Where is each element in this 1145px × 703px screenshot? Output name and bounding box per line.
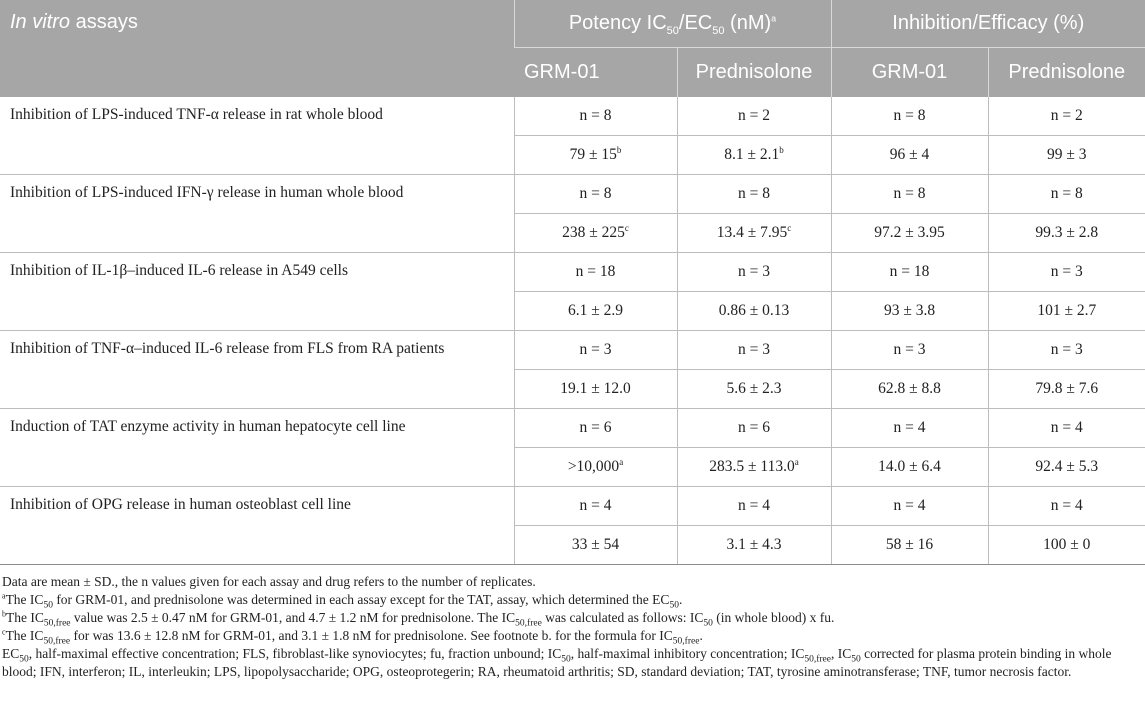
value-cell xyxy=(831,292,988,331)
replicate-count-cell: n = 3 xyxy=(988,331,1145,370)
value-text: >10,000 xyxy=(567,458,620,475)
value-cell xyxy=(677,136,831,175)
replicate-count-cell: n = 3 xyxy=(677,331,831,370)
replicate-count-cell: n = 8 xyxy=(514,175,677,214)
value-text: 79.8 ± 7.6 xyxy=(1035,380,1099,397)
value-text: 62.8 ± 8.8 xyxy=(878,380,941,397)
replicate-count-cell: n = 18 xyxy=(514,253,677,292)
table-row xyxy=(0,175,1145,214)
replicate-count-cell: n = 4 xyxy=(514,487,677,526)
assay-name-cell: Inhibition of LPS-induced TNF-α release in rat whole blood xyxy=(0,97,514,175)
footnote-marker: b xyxy=(616,144,622,155)
value-text: 0.86 ± 0.13 xyxy=(718,302,790,319)
value-text: 99.3 ± 2.8 xyxy=(1035,224,1099,241)
value-cell xyxy=(677,526,831,565)
value-cell xyxy=(988,292,1145,331)
replicate-count-cell: n = 8 xyxy=(514,97,677,136)
footnote-marker: a xyxy=(619,456,624,467)
assay-name-cell: Inhibition of TNF-α–induced IL-6 release from FLS from RA patients xyxy=(0,331,514,409)
value-text: 5.6 ± 2.3 xyxy=(726,380,782,397)
value-text: 92.4 ± 5.3 xyxy=(1035,458,1099,475)
value-cell xyxy=(988,136,1145,175)
value-text: 3.1 ± 4.3 xyxy=(726,536,782,553)
value-text: 93 ± 3.8 xyxy=(883,302,936,319)
replicate-count-cell: n = 6 xyxy=(514,409,677,448)
value-cell xyxy=(831,136,988,175)
footnote-abbreviations: $EC_{50}$, half-maximal effective concentration; FLS, fibroblast-like synoviocytes; fu, fraction unbound; $IC_{50}$, half-maximal inhibitory concentration; $IC_{50,free}$, $IC_{50}$ corrected for plasma protein binding in whole blood; IFN, interferon; IL, interleukin; LPS, lipopolysaccharide; OPG, osteoprotegerin; RA, rheumatoid arthritis; SD, standard deviation; TAT, tyrosine aminotransferase; TNF, tumor necrosis factor. xyxy=(2,646,1112,679)
replicate-count-cell: n = 18 xyxy=(831,253,988,292)
assay-name-cell: Inhibition of LPS-induced IFN-γ release in human whole blood xyxy=(0,175,514,253)
value-cell xyxy=(988,526,1145,565)
assay-column-header: In vitro assays xyxy=(0,0,514,97)
value-cell xyxy=(831,448,988,487)
assay-name-cell: Inhibition of IL-1β–induced IL-6 release in A549 cells xyxy=(0,253,514,331)
footnote-marker: c xyxy=(787,222,792,233)
table-header xyxy=(0,0,1145,97)
subheader-grm01-potency: GRM-01 xyxy=(514,48,677,98)
value-cell xyxy=(831,214,988,253)
value-cell xyxy=(677,214,831,253)
value-cell xyxy=(831,370,988,409)
replicate-count-cell: n = 8 xyxy=(831,97,988,136)
value-cell xyxy=(514,526,677,565)
value-cell xyxy=(831,526,988,565)
potency-group-header: Potency $IC_{50}/EC_{50}$ (nM)$^a$ xyxy=(514,0,831,48)
footnote-marker: c xyxy=(624,222,629,233)
value-text: 58 ± 16 xyxy=(885,536,934,553)
replicate-count-cell: n = 3 xyxy=(677,253,831,292)
replicate-count-cell: n = 4 xyxy=(831,487,988,526)
value-cell xyxy=(677,448,831,487)
replicate-count-cell: n = 4 xyxy=(988,409,1145,448)
value-cell xyxy=(514,136,677,175)
value-text: 6.1 ± 2.9 xyxy=(567,302,623,319)
subheader-grm01-efficacy: GRM-01 xyxy=(831,48,988,98)
table-row xyxy=(0,487,1145,526)
value-cell xyxy=(514,448,677,487)
footnote-marker: b xyxy=(779,144,784,155)
replicate-count-cell: n = 4 xyxy=(988,487,1145,526)
value-cell xyxy=(514,292,677,331)
replicate-count-cell: n = 3 xyxy=(831,331,988,370)
value-text: 96 ± 4 xyxy=(889,146,930,163)
value-cell xyxy=(988,370,1145,409)
footnote-c: $^c$The $IC_{50,free}$ for was 13.6 ± 12.8 nM for GRM-01, and 3.1 ± 1.8 nM for prednisolone. See footnote b. for the formula for $IC_{50,free}$. xyxy=(2,627,703,647)
table-row xyxy=(0,253,1145,292)
value-text: 14.0 ± 6.4 xyxy=(878,458,941,475)
footnote-b: $^b$The $IC_{50,free}$ value was 2.5 ± 0.47 nM for GRM-01, and 4.7 ± 1.2 nM for prednisolone. The $IC_{50,free}$ was calculated as follows: $IC_{50}$ (in whole blood) x fu. xyxy=(2,609,835,629)
value-text: 19.1 ± 12.0 xyxy=(560,380,631,397)
value-cell xyxy=(514,214,677,253)
replicate-count-cell: n = 8 xyxy=(677,175,831,214)
value-cell xyxy=(677,370,831,409)
replicate-count-cell: n = 4 xyxy=(677,487,831,526)
assay-name-cell: Induction of TAT enzyme activity in human hepatocyte cell line xyxy=(0,409,514,487)
value-text: 101 ± 2.7 xyxy=(1037,302,1097,319)
footnote-a: $^a$The $IC_{50}$ for GRM-01, and prednisolone was determined in each assay except for the TAT, assay, which determined the $EC_{50}$. xyxy=(2,591,683,611)
replicate-count-cell: n = 3 xyxy=(514,331,677,370)
value-cell xyxy=(514,370,677,409)
value-text: 33 ± 54 xyxy=(571,536,620,553)
value-text: 283.5 ± 113.0 xyxy=(709,458,795,475)
footnotes xyxy=(0,565,1145,681)
replicate-count-cell: n = 2 xyxy=(677,97,831,136)
assay-name-cell: Inhibition of OPG release in human osteoblast cell line xyxy=(0,487,514,565)
value-text: 100 ± 0 xyxy=(1043,536,1091,553)
value-text: 13.4 ± 7.95 xyxy=(716,224,788,241)
replicate-count-cell: n = 4 xyxy=(831,409,988,448)
replicate-count-cell: n = 2 xyxy=(988,97,1145,136)
table-row xyxy=(0,97,1145,136)
footnote-marker: a xyxy=(794,456,799,467)
table-row xyxy=(0,331,1145,370)
efficacy-group-header: Inhibition/Efficacy (%) xyxy=(831,0,1145,48)
table-row xyxy=(0,409,1145,448)
value-text: 97.2 ± 3.95 xyxy=(874,224,945,241)
value-cell xyxy=(677,292,831,331)
replicate-count-cell: n = 3 xyxy=(988,253,1145,292)
replicate-count-cell: n = 6 xyxy=(677,409,831,448)
footnote-data-note: Data are mean ± SD., the n values given for each assay and drug refers to the number of replicates. xyxy=(2,574,536,589)
subheader-prednisolone-potency: Prednisolone xyxy=(677,48,831,98)
value-text: 99 ± 3 xyxy=(1047,146,1087,163)
value-text: 238 ± 225 xyxy=(562,224,625,241)
replicate-count-cell: n = 8 xyxy=(831,175,988,214)
subheader-prednisolone-efficacy: Prednisolone xyxy=(988,48,1145,98)
value-text: 8.1 ± 2.1 xyxy=(724,146,780,163)
table-body xyxy=(0,97,1145,565)
value-text: 79 ± 15 xyxy=(569,146,617,163)
value-cell xyxy=(988,448,1145,487)
replicate-count-cell: n = 8 xyxy=(988,175,1145,214)
value-cell xyxy=(988,214,1145,253)
